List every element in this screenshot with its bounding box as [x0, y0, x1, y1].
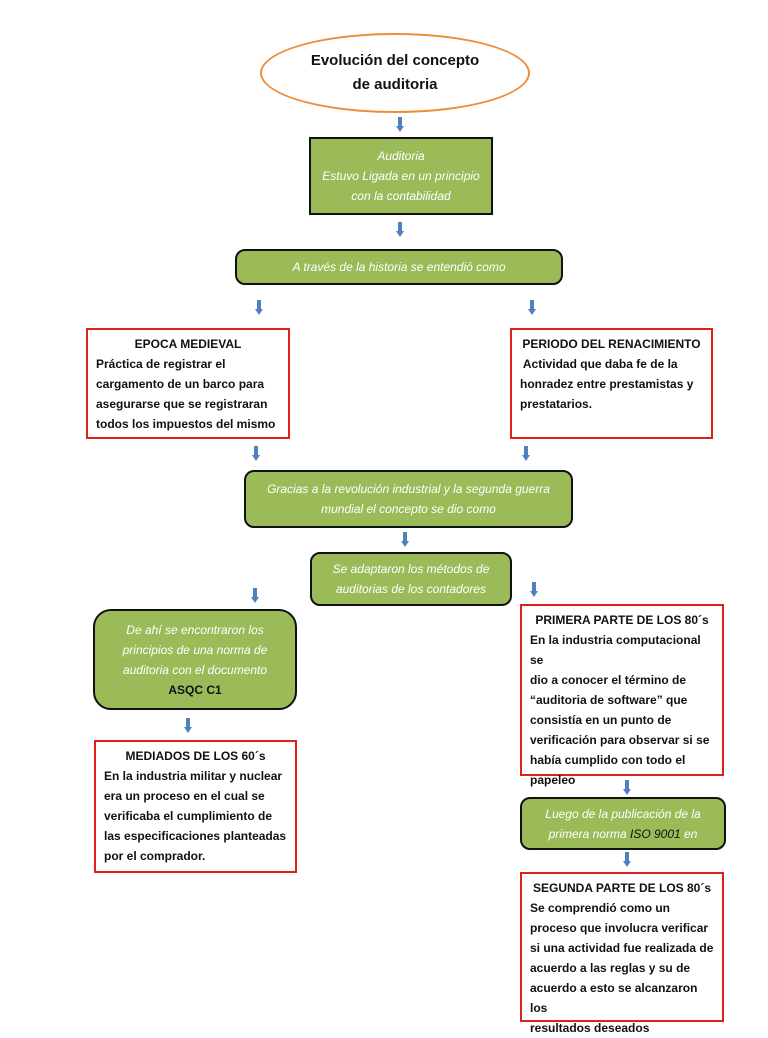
asqc-line-3: auditoria con el documento [122, 662, 268, 677]
down-arrow-icon [396, 222, 404, 238]
medieval-line-2: cargamento de un barco para [96, 377, 265, 391]
ochenta2-box [520, 872, 724, 1035]
ochenta1-line-1: En la industria computacional se [530, 633, 701, 667]
historia-box [235, 249, 563, 285]
ochenta1-line-7: papeleo [530, 773, 576, 787]
renacimiento-line-1: Actividad que daba fe de la [520, 357, 678, 371]
sesenta-line-2: era un proceso en el cual se [104, 789, 265, 803]
down-arrow-icon [623, 852, 631, 868]
asqc-line-2: principios de una norma de [122, 642, 268, 657]
sesenta-line-1: En la industria militar y nuclear [104, 769, 283, 783]
medieval-title: EPOCA MEDIEVAL [134, 337, 242, 351]
title-ellipse [260, 33, 530, 113]
sesenta-line-5: por el comprador. [104, 849, 206, 863]
title-line-2: de auditoria [352, 76, 438, 93]
down-arrow-icon [623, 780, 631, 796]
down-arrow-icon [255, 300, 263, 316]
revolucion-line-2: mundial el concepto se dio como [321, 502, 496, 516]
ochenta2-line-5: acuerdo a esto se alcanzaron los [530, 981, 698, 1015]
medieval-line-1: Práctica de registrar el [96, 357, 226, 371]
revolucion-line-1: Gracias a la revolución industrial y la segunda guerra [267, 482, 550, 496]
ochenta1-line-3: “auditoria de software” que [530, 693, 688, 707]
ochenta2-line-6: resultados deseados [530, 1021, 650, 1035]
sesenta-line-4: las especificaciones planteadas [104, 829, 287, 843]
sesenta-title: MEDIADOS DE LOS 60´s [125, 749, 266, 763]
down-arrow-icon [530, 582, 538, 598]
iso-9001-label: ISO 9001 [629, 826, 681, 841]
historia-text: A través de la historia se entendió como [292, 260, 506, 274]
adaptaron-line-2: auditorias de los contadores [335, 582, 487, 596]
revolucion-box [244, 470, 573, 528]
adaptaron-line-1: Se adaptaron los métodos de [332, 562, 490, 576]
medieval-box [86, 328, 290, 439]
down-arrow-icon [528, 300, 536, 316]
iso-line-1: Luego de la publicación de la [545, 806, 701, 821]
ochenta2-title: SEGUNDA PARTE DE LOS 80´s [532, 881, 712, 895]
title-line-1: Evolución del concepto [310, 52, 480, 69]
ochenta1-line-4: consistía en un punto de [530, 713, 672, 727]
ochenta1-line-5: verificación para observar si se [530, 733, 710, 747]
auditoria-line-2: Estuvo Ligada en un principio [322, 169, 480, 183]
auditoria-box [309, 137, 493, 215]
ochenta2-line-3: si una actividad fue realizada de [530, 941, 714, 955]
down-arrow-icon [184, 718, 192, 734]
down-arrow-icon [522, 446, 530, 462]
iso-line-2-pre: primera norma [548, 826, 630, 841]
down-arrow-icon [252, 446, 260, 462]
ochenta2-line-4: acuerdo a las reglas y su de [530, 961, 691, 975]
down-arrow-icon [401, 532, 409, 548]
asqc-box [93, 609, 297, 710]
iso-box [520, 797, 726, 850]
auditoria-line-3: con la contabilidad [351, 189, 451, 203]
renacimiento-box [510, 328, 713, 439]
iso-line-2-post: en [680, 826, 698, 841]
asqc-line-4: ASQC C1 [168, 682, 222, 697]
ochenta1-title: PRIMERA PARTE DE LOS 80´s [535, 613, 709, 627]
sesenta-line-3: verificaba el cumplimiento de [104, 809, 273, 823]
renacimiento-line-3: prestatarios. [520, 397, 593, 411]
ochenta1-line-2: dio a conocer el término de [530, 673, 687, 687]
ochenta1-box [520, 604, 724, 787]
down-arrow-icon [396, 117, 404, 133]
auditoria-line-1: Auditoria [377, 149, 425, 163]
renacimiento-line-2: honradez entre prestamistas y [520, 377, 694, 391]
iso-line-2 [549, 824, 698, 844]
sesenta-box [94, 740, 297, 873]
medieval-line-4: todos los impuestos del mismo [96, 417, 276, 431]
ochenta2-line-1: Se comprendió como un [530, 901, 671, 915]
ochenta2-line-2: proceso que involucra verificar [530, 921, 709, 935]
down-arrow-icon [251, 588, 259, 604]
adaptaron-box [310, 552, 512, 606]
renacimiento-title: PERIODO DEL RENACIMIENTO [522, 337, 701, 351]
medieval-line-3: asegurarse que se registraran [96, 397, 268, 411]
asqc-line-1: De ahí se encontraron los [126, 622, 264, 637]
ochenta1-line-6: había cumplido con todo el [530, 753, 686, 767]
